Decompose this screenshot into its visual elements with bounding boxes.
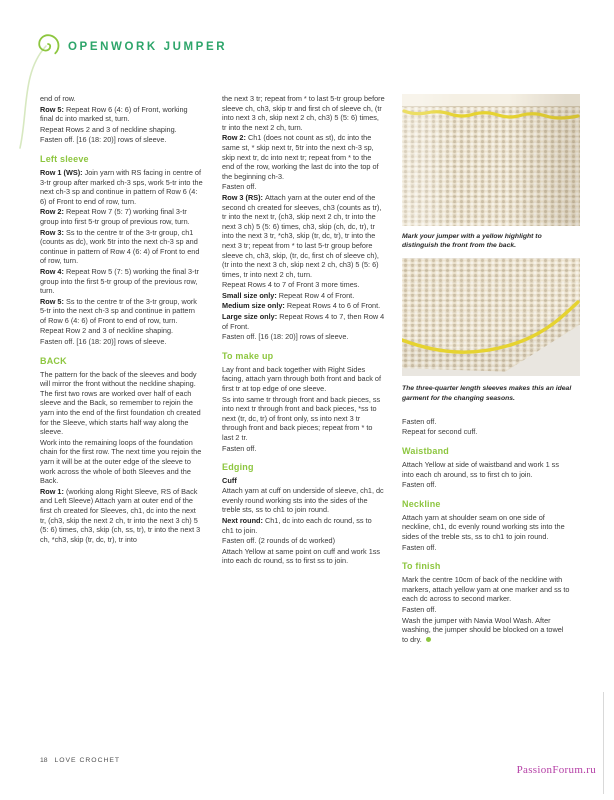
spiral-flower-icon bbox=[34, 30, 62, 58]
column-3-text bbox=[402, 417, 580, 645]
paragraph: Row 5: Ss to the centre tr of the 3-tr group, work 5-tr into the next ch-3 sp and continue in pattern of Row 6 (4: 6) of Front to end of row, turn. bbox=[40, 296, 197, 325]
paragraph: Next round: Ch1, dc into each dc round, ss to ch1 to join. bbox=[222, 515, 372, 535]
section-heading: Neckline bbox=[402, 498, 441, 509]
page-number: 18 bbox=[40, 757, 48, 764]
paragraph: Row 3 (RS): Attach yarn at the outer end of the second ch created for sleeves, ch3 (counts as tr), tr into the next tr, (ch3, skip next 2 ch, tr into the next 3 ch) 5 (5: 6) times, ch3, skip (ch, dc, tr), tr into the next 3 tr, *ch3, skip (tr, dc, tr), tr into the next 3 tr; repeat from * to last 5-tr group before sleeve ch, ch3, skip, (tr, dc, first ch of sleeve ch), (tr into the next 3 ch, skip next 2 ch, ch3) 5 (5: 6) times, tr into next 2 ch, turn. bbox=[222, 192, 382, 279]
figure-caption-1: Mark your jumper with a yellow highlight to distinguish the front from the back. bbox=[402, 233, 542, 250]
paragraph: Fasten off. (2 rounds of dc worked) bbox=[222, 536, 336, 546]
paragraph: Fasten off. bbox=[222, 182, 257, 192]
paragraph: Repeat Row 2 and 3 of neckline shaping. bbox=[40, 326, 174, 336]
page-title: OPENWORK JUMPER bbox=[68, 41, 228, 53]
paragraph: Row 2: Ch1 (does not count as st), dc into the same st, * skip next tr, 5tr into the next ch-3 sp, skip next tr, dc into next tr; repeat from * to the end of the row, working the last dc into the top of the beginning ch-3. bbox=[222, 133, 379, 181]
row-label: Row 1: bbox=[40, 486, 66, 496]
paragraph: Repeat for second cuff. bbox=[402, 427, 478, 437]
row-label: Row 5: bbox=[40, 296, 66, 306]
paragraph: Attach yarn at shoulder seam on one side of neckline, ch1, dc evenly round working sts into the sides of the treble sts, ss to ch1 to join round. bbox=[402, 512, 565, 541]
jumper-neckline-photo bbox=[402, 94, 580, 226]
paragraph: Attach Yellow at same point on cuff and work 1ss into each dc round, ss to first ss to join. bbox=[222, 546, 381, 566]
section-heading: To finish bbox=[402, 561, 441, 572]
jumper-sleeve-photo bbox=[402, 258, 580, 376]
paragraph: Attach yarn at cuff on underside of sleeve, ch1, dc evenly round working sts into the sides of the treble sts, ss to ch1 to join round. bbox=[222, 486, 384, 515]
paragraph: Row 5: Repeat Row 6 (4: 6) of Front, working final dc into marked st, turn. bbox=[40, 104, 188, 124]
page-edge-line bbox=[603, 692, 604, 794]
sub-heading: Cuff bbox=[222, 476, 237, 486]
paragraph: Wash the jumper with Navia Wool Wash. After washing, the jumper should be blocked on a towel to dry. bbox=[402, 615, 564, 644]
section-heading: Waistband bbox=[402, 446, 449, 456]
paragraph: Fasten off. bbox=[222, 443, 257, 453]
paragraph: Repeat Rows 2 and 3 of neckline shaping. bbox=[40, 124, 177, 134]
figure-caption-2: The three-quarter length sleeves makes this an ideal garment for the changing seasons. bbox=[402, 385, 572, 402]
paragraph: Fasten off. [16 (18: 20)] rows of sleeve. bbox=[222, 332, 349, 342]
row-label: Row 3: bbox=[40, 227, 66, 237]
yellow-cuff-trim bbox=[402, 258, 580, 376]
paragraph: Fasten off. [16 (18: 20)] rows of sleeve. bbox=[40, 135, 167, 145]
paragraph: Ss into same tr through front and back pieces, ss into next tr through front and back pieces, *ss to next (tr, dc, tr) of front only, ss into next 3 tr through front and back pieces; repeat from * to last 2 tr. bbox=[222, 394, 381, 442]
magazine-name: LOVE CROCHET bbox=[54, 757, 121, 764]
paragraph: Repeat Rows 4 to 7 of Front 3 more times. bbox=[222, 280, 360, 290]
section-heading: BACK bbox=[40, 355, 67, 366]
row-label: Large size only: bbox=[222, 312, 280, 322]
row-label: Row 2: bbox=[222, 133, 248, 143]
row-label: Row 5: bbox=[40, 104, 66, 114]
paragraph: Fasten off. bbox=[402, 604, 437, 614]
page-footer bbox=[40, 757, 120, 764]
section-heading: Edging bbox=[222, 462, 254, 473]
row-label: Row 2: bbox=[40, 207, 66, 217]
paragraph: Small size only: Repeat Row 4 of Front. bbox=[222, 290, 355, 300]
end-of-article-dot bbox=[426, 637, 431, 642]
paragraph: Fasten off. bbox=[402, 542, 437, 552]
paragraph: end of row. bbox=[40, 94, 76, 103]
paragraph: Mark the centre 10cm of back of the neckline with markers, attach yellow yarn at one marker and ss to each dc across to second marker. bbox=[402, 575, 570, 604]
paragraph: Row 4: Repeat Row 5 (7: 5) working the final 3-tr group into the first 5-tr group of the previous row, turn. bbox=[40, 266, 199, 296]
photo-shading bbox=[402, 94, 580, 226]
paragraph: Fasten off. bbox=[402, 416, 437, 426]
paragraph: Medium size only: Repeat Rows 4 to 6 of Front. bbox=[222, 301, 381, 311]
text-column-1 bbox=[40, 94, 203, 545]
paragraph: Row 1 (WS): Join yarn with RS facing in centre of 3-tr group after marked ch-3 sps, work 5-tr into the next ch-3 sp and continue in pattern of Row 6 (4: 6) of Front to end of row, turn. bbox=[40, 167, 203, 206]
section-heading: Left sleeve bbox=[40, 153, 89, 164]
page-header bbox=[0, 0, 614, 80]
row-label: Small size only: bbox=[222, 290, 279, 300]
row-label: Medium size only: bbox=[222, 301, 287, 311]
paragraph: Large size only: Repeat Rows 4 to 7, then Row 4 of Front. bbox=[222, 312, 385, 331]
paragraph: Fasten off. [16 (18: 20)] rows of sleeve. bbox=[40, 337, 167, 347]
watermark-text: PassionForum.ru bbox=[516, 764, 596, 776]
paragraph: Row 1: (working along Right Sleeve, RS of Back and Left Sleeve) Attach yarn at outer end of the first ch created for Sleeves, ch1, dc into the next tr, (ch3, skip the next 2 ch, tr into the next 3 ch) 5 (5: 6) times, ch3, skip (ch, ss, tr), tr into the next 3 ch, *ch3, skip (tr, dc, tr), tr into bbox=[40, 486, 201, 544]
paragraph: the next 3 tr; repeat from * to last 5-tr group before sleeve ch, ch3, skip tr and first ch of sleeve ch, (tr into next 3 ch, skip next 2 ch, ch3) 5 (5: 6) times, tr into the next 2 ch, turn. bbox=[222, 94, 385, 132]
paragraph: Work into the remaining loops of the foundation chain for the first row. The next time you rejoin the yarn it will be at the outer edge of the sleeve to work across the whole of both Sleeves and the Back. bbox=[40, 437, 202, 486]
text-column-3 bbox=[402, 94, 580, 645]
paragraph: Row 2: Repeat Row 7 (5: 7) working final 3-tr group into first 5-tr group of previous row, turn. bbox=[40, 207, 190, 226]
row-label: Row 4: bbox=[40, 266, 66, 276]
row-label: Row 3 (RS): bbox=[222, 192, 265, 202]
row-label: Next round: bbox=[222, 515, 265, 525]
paragraph: Row 3: Ss to the centre tr of the 3-tr group, ch1 (counts as dc), work 5tr into the next ch-3 sp and continue in pattern of Row 4 (6: 4) of Front to end of row, turn. bbox=[40, 227, 200, 266]
section-heading: To make up bbox=[222, 350, 274, 361]
paragraph: Fasten off. bbox=[402, 480, 437, 490]
paragraph: Lay front and back together with Right Sides facing, attach yarn through both front and back of first tr at top edge of one sleeve. bbox=[222, 364, 382, 394]
paragraph: Attach Yellow at side of waistband and work 1 ss into each ch around, ss to first ch to join. bbox=[402, 460, 559, 479]
text-column-2 bbox=[222, 94, 385, 567]
row-label: Row 1 (WS): bbox=[40, 167, 85, 177]
paragraph: The pattern for the back of the sleeves and body will mirror the front without the neckline shaping. The first two rows are worked over half of each sleeve and the Back, so remember to rejoin the yarn into the end of the first foundation ch created for the Sleeve, which starts half way along the sleeve. bbox=[40, 369, 201, 437]
